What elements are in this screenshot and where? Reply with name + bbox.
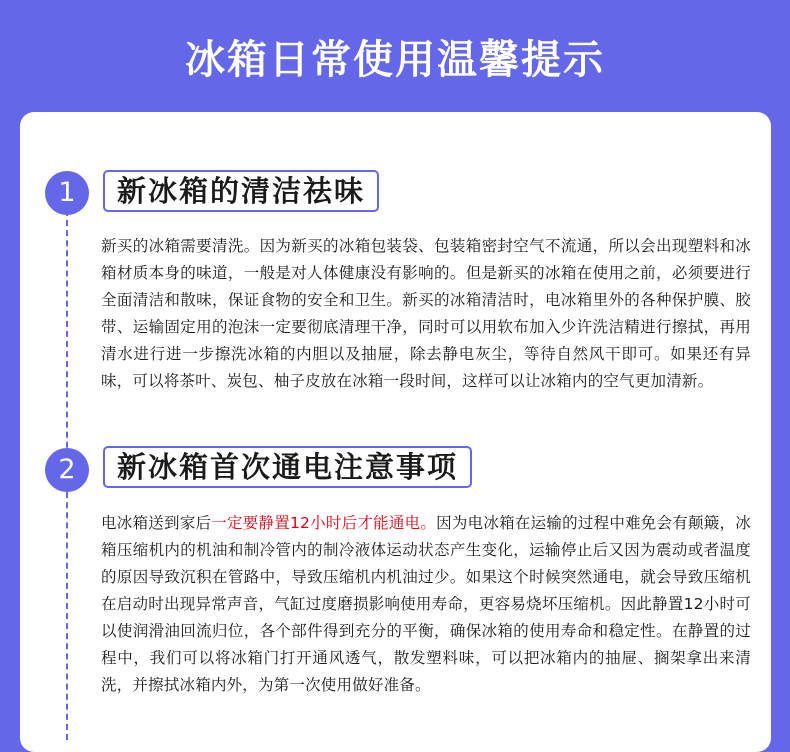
highlight-warning-text: 一定要静置12小时后才能通电。	[211, 514, 437, 532]
section-body: 新买的冰箱需要清洗。因为新买的冰箱包装袋、包装箱密封空气不流通，所以会出现塑料和冰箱材质本身的味道，一般是对人体健康没有影响的。但是新买的冰箱在使用之前，必须要进行全面清洁和散味，保证食物的安全和卫生。新买的冰箱清洁时，电冰箱里外的各种保护膜、胶带、运输固定用的泡沫一定要彻底清理干净，同时可以用软布加入少许洗洁精进行擦拭，再用清水进行进一步擦洗冰箱的内胆以及抽屉，除去静电灰尘，等待自然风干即可。如果还有异味，可以将茶叶、炭包、柚子皮放在冰箱一段时间，这样可以让冰箱内的空气更加清新。	[101, 237, 751, 390]
page-title: 冰箱日常使用温馨提示	[185, 37, 605, 83]
step-number-badge: 2	[45, 448, 89, 492]
section-body-text: 因为电冰箱在运输的过程中难免会有颠簸，冰箱压缩机内的机油和制冷管内的制冷液体运动状态产生变化，运输停止后又因为震动或者温度的原因导致沉积在管路中，导致压缩机内机油过少。如果这个时候突然通电，就会导致压缩机在启动时出现异常声音，气缸过度磨损影响使用寿命，更容易烧坏压缩机。因此静置12小时可以使润滑油回流归位，各个部件得到充分的平衡，确保冰箱的使用寿命和稳定性。在静置的过程中，我们可以将冰箱门打开通风透气，散发塑料味，可以把冰箱内的抽屉、搁架拿出来清洗，并擦拭冰箱内外，为第一次使用做好准备。	[101, 514, 751, 694]
section-body-text: 电冰箱送到家后	[101, 514, 212, 532]
step-number-badge: 1	[45, 171, 89, 215]
section-heading: 新冰箱首次通电注意事项	[103, 446, 472, 488]
section-body	[101, 510, 751, 699]
section-heading: 新冰箱的清洁祛味	[103, 170, 379, 212]
